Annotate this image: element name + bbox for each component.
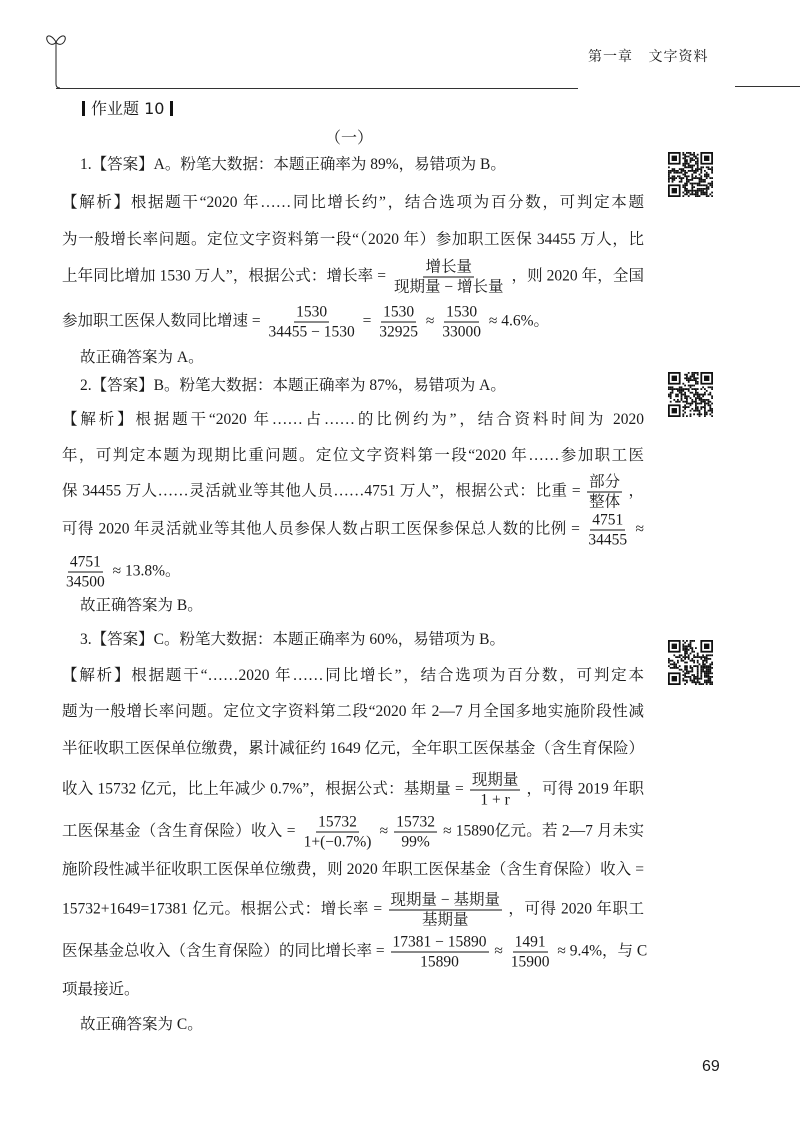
text-segment: ≈ 9.4%，与 C bbox=[557, 942, 648, 960]
denominator: 99% bbox=[401, 833, 430, 851]
text-line bbox=[62, 512, 644, 549]
text-segment: 施阶段性减半征收职工医保单位缴费，则 2020 年职工医保基金（含生育保险）收入 = bbox=[62, 861, 644, 878]
numerator: 部分 bbox=[589, 473, 621, 491]
text-line bbox=[80, 630, 644, 650]
text-line bbox=[62, 739, 644, 759]
qr-code-icon bbox=[668, 152, 713, 197]
denominator: 32925 bbox=[379, 323, 418, 341]
text-segment: 收入 15732 亿元，比上年减少 0.7%”，根据公式：基期量 = bbox=[62, 780, 464, 798]
denominator: 34500 bbox=[66, 573, 105, 591]
text-line bbox=[62, 980, 644, 1000]
text-segment: 可得 2020 年灵活就业等其他人员参保人数占职工医保参保总人数的比例 = bbox=[62, 520, 580, 538]
text-segment: 1.【答案】A。粉笔大数据：本题正确率为 89%，易错项为 B。 bbox=[80, 156, 506, 173]
qr-code-icon bbox=[668, 640, 713, 685]
sprout-icon bbox=[44, 32, 68, 90]
fraction bbox=[391, 934, 489, 971]
text-segment: 故正确答案为 A。 bbox=[80, 349, 204, 366]
text-segment: 15732+1649=17381 亿元。根据公式：增长率 = bbox=[62, 900, 383, 918]
homework-title: 作业题 10 bbox=[91, 99, 165, 118]
text-line bbox=[62, 860, 644, 880]
text-segment: 故正确答案为 C。 bbox=[80, 1016, 203, 1033]
text-line bbox=[62, 554, 644, 591]
numerator: 1530 bbox=[296, 303, 328, 321]
text-segment: = bbox=[362, 312, 372, 330]
text-segment: ，可得 2020 年职工 bbox=[508, 900, 644, 918]
text-line bbox=[62, 474, 644, 511]
fraction bbox=[394, 814, 437, 851]
text-segment: 半征收职工医保单位缴费，累计减征约 1649 亿元，全年职工医保基金（含生育保险） bbox=[62, 740, 644, 757]
text-line bbox=[62, 892, 644, 929]
running-header bbox=[588, 46, 708, 66]
text-line bbox=[62, 814, 644, 851]
text-segment: 3.【答案】C。粉笔大数据：本题正确率为 60%，易错项为 B。 bbox=[80, 631, 505, 648]
text-line bbox=[62, 230, 644, 250]
denominator: 1+(−0.7%) bbox=[303, 833, 372, 851]
fraction bbox=[267, 304, 357, 341]
text-segment: ≈ bbox=[425, 312, 435, 330]
fraction bbox=[587, 474, 622, 511]
denominator: 15890 bbox=[420, 953, 459, 971]
numerator: 现期量 − 基期量 bbox=[390, 891, 500, 909]
denominator: 34455 bbox=[588, 531, 628, 549]
header-rule-right bbox=[735, 86, 800, 87]
homework-heading bbox=[76, 96, 179, 119]
numerator: 4751 bbox=[69, 553, 101, 571]
text-line bbox=[62, 259, 644, 296]
text-line bbox=[62, 304, 644, 341]
text-line bbox=[62, 666, 644, 686]
fraction bbox=[586, 512, 629, 549]
numerator: 17381 − 15890 bbox=[392, 933, 487, 951]
text-line bbox=[80, 596, 644, 616]
fraction bbox=[389, 892, 503, 929]
text-segment: ≈ 13.8%。 bbox=[112, 562, 181, 580]
text-segment: 年，可判定本题为现期比重问题。定位文字资料第一段“2020 年……参加职工医 bbox=[62, 447, 644, 464]
text-segment: 2.【答案】B。粉笔大数据：本题正确率为 87%，易错项为 A。 bbox=[80, 377, 506, 394]
fraction bbox=[392, 259, 506, 296]
fraction bbox=[377, 304, 420, 341]
text-line bbox=[62, 446, 644, 466]
text-segment: 题为一般增长率问题。定位文字资料第二段“2020 年 2—7 月全国多地实施阶段性减 bbox=[62, 703, 644, 720]
numerator: 15732 bbox=[396, 813, 435, 831]
text-segment: ≈ 4.6%。 bbox=[488, 312, 550, 330]
text-line bbox=[80, 155, 644, 175]
text-line bbox=[62, 410, 644, 430]
denominator: 15900 bbox=[510, 953, 550, 971]
fraction bbox=[440, 304, 483, 341]
numerator: 现期量 bbox=[471, 771, 519, 789]
numerator: 1491 bbox=[514, 933, 546, 951]
denominator: 现期量 − 增长量 bbox=[394, 278, 504, 296]
text-line bbox=[62, 772, 644, 809]
chapter-label: 第一章 bbox=[588, 49, 633, 65]
text-segment: 故正确答案为 B。 bbox=[80, 597, 203, 614]
section-label: （一） bbox=[325, 130, 374, 147]
fraction bbox=[302, 814, 374, 851]
text-segment: 【解析】根据题干“2020 年……同比增长约”，结合选项为百分数，可判定本题 bbox=[62, 194, 644, 211]
page-number: 69 bbox=[702, 1058, 720, 1075]
text-line bbox=[62, 702, 644, 722]
section-name: 文字资料 bbox=[648, 49, 709, 65]
fraction bbox=[509, 934, 552, 971]
text-line bbox=[62, 933, 648, 971]
numerator: 增长量 bbox=[425, 258, 472, 276]
qr-code-icon bbox=[668, 372, 713, 417]
text-segment: 项最接近。 bbox=[62, 981, 140, 998]
text-line bbox=[80, 348, 644, 368]
text-segment: ≈ bbox=[379, 822, 389, 840]
heading-bar-left bbox=[82, 101, 85, 116]
text-segment: 【解析】根据题干“……2020 年……同比增长”，结合选项为百分数，可判定本 bbox=[62, 667, 644, 684]
fraction bbox=[470, 772, 521, 809]
text-segment: ≈ bbox=[494, 942, 503, 960]
text-segment: 保 34455 万人……灵活就业等其他人员……4751 万人”，根据公式：比重 = bbox=[62, 482, 581, 500]
text-segment: ≈ bbox=[635, 520, 645, 538]
numerator: 1530 bbox=[383, 303, 415, 321]
text-segment: 工医保基金（含生育保险）收入 = bbox=[62, 822, 296, 840]
text-line bbox=[80, 376, 644, 396]
numerator: 1530 bbox=[446, 303, 478, 321]
heading-bar-right bbox=[170, 101, 173, 116]
fraction bbox=[64, 554, 107, 591]
text-segment: 上年同比增加 1530 万人”，根据公式：增长率 = bbox=[62, 267, 387, 285]
text-segment: 【解析】根据题干“2020 年……占……的比例约为”，结合资料时间为 2020 bbox=[62, 411, 644, 428]
denominator: 基期量 bbox=[421, 911, 469, 929]
denominator: 33000 bbox=[442, 323, 482, 341]
text-segment: 为一般增长率问题。定位文字资料第一段“（2020 年）参加职工医保 34455 万人，比 bbox=[62, 231, 644, 248]
text-segment: 参加职工医保人数同比增速 = bbox=[62, 312, 261, 330]
denominator: 34455 − 1530 bbox=[268, 323, 355, 341]
numerator: 15732 bbox=[318, 813, 357, 831]
denominator: 整体 bbox=[589, 493, 621, 511]
text-segment: ，可得 2019 年职 bbox=[526, 780, 644, 798]
denominator: 1 + r bbox=[480, 791, 510, 809]
text-segment: ≈ 15890亿元。若 2—7 月未实 bbox=[443, 822, 645, 840]
numerator: 4751 bbox=[592, 511, 624, 529]
text-line bbox=[62, 193, 644, 213]
header-rule-left bbox=[56, 88, 578, 89]
text-segment: ，则 2020 年，全国 bbox=[511, 267, 644, 285]
text-segment: ， bbox=[628, 482, 645, 500]
text-line bbox=[80, 1015, 644, 1035]
text-segment: 医保基金总收入（含生育保险）的同比增长率 = bbox=[62, 942, 385, 960]
